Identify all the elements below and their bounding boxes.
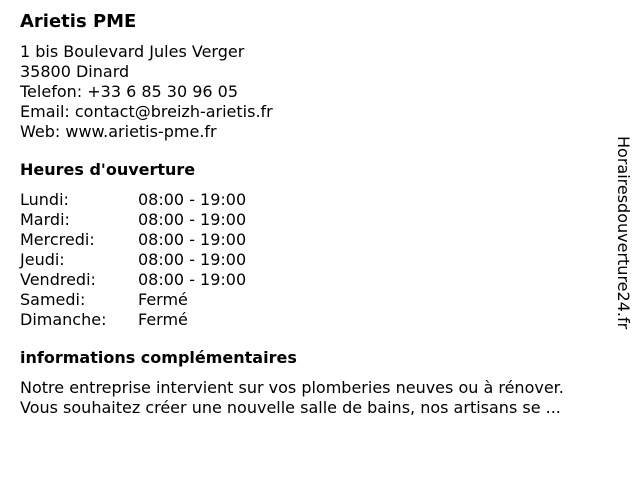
hours-day: Mardi: <box>20 210 70 229</box>
site-watermark: Horairesdouverture24.fr <box>614 136 633 330</box>
hours-value: 08:00 - 19:00 <box>138 270 247 289</box>
hours-day: Dimanche: <box>20 310 107 329</box>
hours-value: Fermé <box>138 290 188 309</box>
address-street: 1 bis Boulevard Jules Verger <box>20 42 245 61</box>
email-text: Email: contact@breizh-arietis.fr <box>20 102 273 121</box>
additional-info-heading: informations complémentaires <box>20 348 297 367</box>
hours-row-sunday <box>20 310 615 330</box>
hours-row-friday <box>20 270 615 290</box>
description-line-2: Vous souhaitez créer une nouvelle salle de bains, nos artisans se ... <box>20 398 561 417</box>
hours-value: 08:00 - 19:00 <box>138 230 247 249</box>
hours-row-thursday <box>20 250 615 270</box>
hours-row-tuesday <box>20 210 615 230</box>
opening-hours-heading: Heures d'ouverture <box>20 160 196 179</box>
hours-value: Fermé <box>138 310 188 329</box>
hours-day: Vendredi: <box>20 270 96 289</box>
business-name: Arietis PME <box>20 11 137 32</box>
web-text: Web: www.arietis-pme.fr <box>20 122 217 141</box>
hours-row-saturday <box>20 290 615 310</box>
opening-hours-list <box>20 190 615 330</box>
phone-text: Telefon: +33 6 85 30 96 05 <box>20 82 239 101</box>
hours-row-monday <box>20 190 615 210</box>
description-line-1: Notre entreprise intervient sur vos plomberies neuves ou à rénover. <box>20 378 564 397</box>
hours-day: Mercredi: <box>20 230 95 249</box>
address-city: 35800 Dinard <box>20 62 130 81</box>
hours-row-wednesday <box>20 230 615 250</box>
business-card <box>20 10 615 418</box>
hours-day: Samedi: <box>20 290 86 309</box>
hours-day: Jeudi: <box>20 250 65 269</box>
hours-day: Lundi: <box>20 190 69 209</box>
hours-value: 08:00 - 19:00 <box>138 250 247 269</box>
hours-value: 08:00 - 19:00 <box>138 210 247 229</box>
hours-value: 08:00 - 19:00 <box>138 190 247 209</box>
